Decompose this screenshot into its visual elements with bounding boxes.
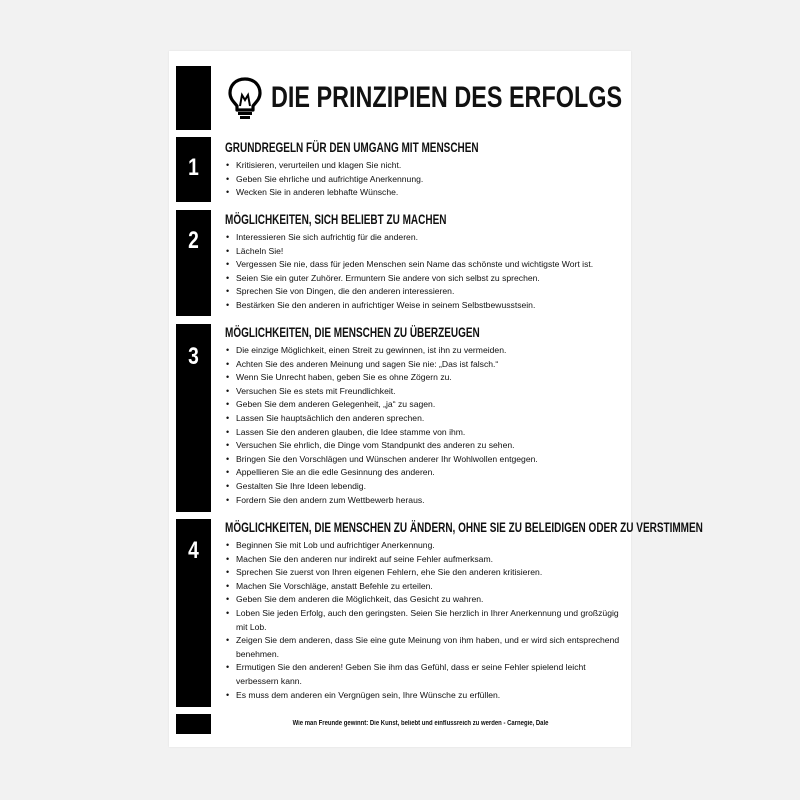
section-2-number: 2 (188, 227, 199, 254)
header (225, 71, 721, 125)
list-item: • Kritisieren, verurteilen und klagen Sie nicht. (225, 159, 625, 173)
title-bar (176, 66, 211, 130)
footer-citation (217, 720, 623, 727)
section-1 (225, 140, 625, 200)
list-item: • Versuchen Sie ehrlich, die Dinge vom Standpunkt des anderen zu sehen. (225, 439, 625, 453)
list-item: • Geben Sie dem anderen die Möglichkeit, das Gesicht zu wahren. (225, 593, 625, 607)
list-item: • Loben Sie jeden Erfolg, auch den geringsten. Seien Sie herzlich in Ihrer Anerkennung und großzügig mit Lob. (225, 607, 625, 634)
list-item: • Geben Sie ehrliche und aufrichtige Anerkennung. (225, 173, 625, 187)
footer-text: Wie man Freunde gewinnt: Die Kunst, beliebt und einflussreich zu werden - Carnegie, Dale (292, 720, 548, 727)
list-item: • Die einzige Möglichkeit, einen Streit zu gewinnen, ist ihn zu vermeiden. (225, 344, 625, 358)
list-item: • Zeigen Sie dem anderen, dass Sie eine gute Meinung von ihm haben, und er wird sich entsprechend benehmen. (225, 634, 625, 661)
list-item: • Sprechen Sie von Dingen, die den anderen interessieren. (225, 285, 625, 299)
list-item: • Machen Sie den anderen nur indirekt auf seine Fehler aufmerksam. (225, 553, 625, 567)
list-item: • Appellieren Sie an die edle Gesinnung des anderen. (225, 466, 625, 480)
list-item: • Bringen Sie den Vorschlägen und Wünschen anderer Ihr Wohlwollen entgegen. (225, 453, 625, 467)
list-item: • Interessieren Sie sich aufrichtig für die anderen. (225, 231, 625, 245)
section-2 (225, 212, 625, 313)
list-item: • Wecken Sie in anderen lebhafte Wünsche. (225, 186, 625, 200)
section-3-heading: MÖGLICHKEITEN, DIE MENSCHEN ZU ÜBERZEUGEN (225, 325, 480, 340)
section-4 (225, 520, 703, 702)
section-1-heading: GRUNDREGELN FÜR DEN UMGANG MIT MENSCHEN (225, 140, 479, 155)
lightbulb-icon (225, 76, 265, 120)
list-item: • Es muss dem anderen ein Vergnügen sein, Ihre Wünsche zu erfüllen. (225, 689, 625, 703)
list-item: • Vergessen Sie nie, dass für jeden Menschen sein Name das schönste und wichtigste Wort ist. (225, 258, 625, 272)
section-4-list (225, 539, 625, 702)
list-item: • Fordern Sie den andern zum Wettbewerb heraus. (225, 494, 625, 508)
section-2-heading: MÖGLICHKEITEN, SICH BELIEBT ZU MACHEN (225, 212, 447, 227)
list-item: • Lächeln Sie! (225, 245, 625, 259)
list-item: • Bestärken Sie den anderen in aufrichtiger Weise in seinem Selbstbewusstsein. (225, 299, 625, 313)
list-item: • Versuchen Sie es stets mit Freundlichkeit. (225, 385, 625, 399)
list-item: • Machen Sie Vorschläge, anstatt Befehle zu erteilen. (225, 580, 625, 594)
section-4-heading: MÖGLICHKEITEN, DIE MENSCHEN ZU ÄNDERN, OHNE SIE ZU BELEIDIGEN ODER ZU VERSTIMMEN (225, 520, 703, 535)
list-item: • Wenn Sie Unrecht haben, geben Sie es ohne Zögern zu. (225, 371, 625, 385)
list-item: • Gestalten Sie Ihre Ideen lebendig. (225, 480, 625, 494)
list-item: • Achten Sie des anderen Meinung und sagen Sie nie: „Das ist falsch.“ (225, 358, 625, 372)
list-item: • Geben Sie dem anderen Gelegenheit, „ja“ zu sagen. (225, 398, 625, 412)
section-3-number: 3 (188, 343, 199, 370)
section-2-list (225, 231, 625, 313)
list-item: • Beginnen Sie mit Lob und aufrichtiger Anerkennung. (225, 539, 625, 553)
section-1-list (225, 159, 625, 200)
list-item: • Ermutigen Sie den anderen! Geben Sie ihm das Gefühl, dass er seine Fehler spielend leicht verbessern kann. (225, 661, 625, 688)
section-2-bar (176, 210, 211, 316)
section-3 (225, 325, 625, 507)
poster (169, 51, 703, 747)
section-1-number: 1 (188, 154, 199, 181)
section-4-number: 4 (188, 537, 199, 564)
list-item: • Sprechen Sie zuerst von Ihren eigenen Fehlern, ehe Sie den anderen kritisieren. (225, 566, 625, 580)
footer-bar (176, 714, 211, 734)
list-item: • Lassen Sie den anderen glauben, die Idee stamme von ihm. (225, 426, 625, 440)
list-item: • Lassen Sie hauptsächlich den anderen sprechen. (225, 412, 625, 426)
page-title: DIE PRINZIPIEN DES ERFOLGS (271, 81, 623, 114)
list-item: • Seien Sie ein guter Zuhörer. Ermuntern Sie andere von sich selbst zu sprechen. (225, 272, 625, 286)
section-3-list (225, 344, 625, 507)
